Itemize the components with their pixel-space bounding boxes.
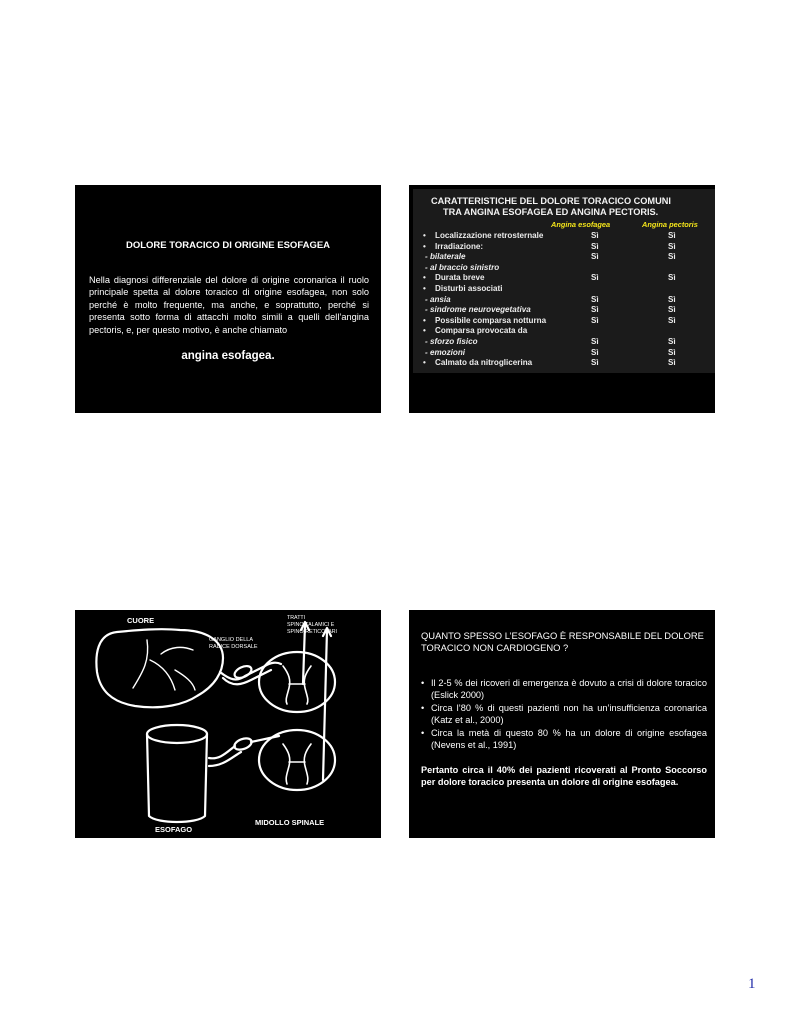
cell-angina-pectoris: Sì — [668, 252, 676, 262]
column-header-angina-esofagea: Angina esofagea — [551, 220, 611, 229]
bullet-icon: • — [423, 358, 426, 368]
bullet-icon: • — [421, 703, 425, 713]
row-label: - bilaterale — [425, 252, 466, 262]
label-cuore: CUORE — [127, 616, 155, 625]
lower-grey-matter — [283, 744, 311, 784]
cell-angina-esofagea: Sì — [591, 347, 599, 357]
bullet-icon: • — [423, 315, 426, 325]
cell-angina-pectoris: Sì — [668, 336, 676, 346]
cell-angina-pectoris: Sì — [668, 231, 676, 240]
row-label: • Localizzazione retrosternale — [423, 231, 544, 240]
cell-angina-esofagea: Sì — [591, 305, 599, 315]
cell-angina-esofagea: Sì — [591, 241, 599, 251]
table-row — [413, 348, 715, 359]
bullet-icon: • — [423, 231, 426, 240]
slide-4-conclusion: Pertanto circa il 40% dei pazienti ricoverati al Pronto Soccorso per dolore toracico presenta un dolore di origine esofagea. — [421, 765, 707, 787]
table-row — [413, 337, 715, 348]
slide-1-emphasis: angina esofagea. — [181, 350, 275, 362]
statistics-list — [421, 677, 707, 752]
table-row — [413, 326, 715, 337]
pain-pathway-diagram — [75, 610, 381, 838]
slide-2 — [409, 185, 715, 413]
comparison-table-rows — [413, 231, 715, 369]
bullet-icon: • — [423, 283, 426, 293]
label-ganglio-line-2: RADICE DORSALE — [209, 644, 258, 650]
cell-angina-pectoris: Sì — [668, 347, 676, 357]
cell-angina-pectoris: Sì — [668, 358, 676, 368]
cell-angina-pectoris: Sì — [668, 241, 676, 251]
table-row — [413, 305, 715, 316]
table-row — [413, 252, 715, 263]
heart-outline — [96, 629, 223, 707]
label-esofago: ESOFAGO — [155, 825, 193, 834]
table-row — [413, 316, 715, 327]
label-tratti-line-1: TRATTI — [287, 615, 306, 621]
cell-angina-pectoris: Sì — [668, 305, 676, 315]
label-midollo-spinale: MIDOLLO SPINALE — [255, 818, 325, 827]
upper-spinal-segment-outline — [259, 652, 335, 712]
table-row — [413, 263, 715, 274]
slide-1-body: Nella diagnosi differenziale del dolore di origine coronarica il ruolo principale spetta al dolore toracico di origine esofagea, non solo perché è molto frequente, ma anche, e soprattutto, perché si presenta sotto forma di attacchi molto simili a quelli dell’angina pectoris, e, per questo motivo, è anche chiamato — [89, 275, 369, 335]
label-ganglio-line-1: GANGLIO DELLA — [209, 637, 254, 643]
row-label: • Disturbi associati — [423, 283, 503, 293]
heart-vessels — [133, 640, 195, 690]
cell-angina-pectoris: Sì — [668, 315, 676, 325]
cell-angina-pectoris: Sì — [668, 273, 676, 283]
bullet-icon: • — [421, 728, 425, 738]
row-label: - sforzo fisico — [425, 336, 478, 346]
bullet-icon: • — [423, 326, 426, 336]
list-item: • Circa la metà di questo 80 % ha un dolore di origine esofagea (Nevens et al., 1991) — [421, 728, 707, 750]
table-row — [413, 242, 715, 253]
row-label: • Irradiazione: — [423, 241, 484, 251]
row-label: - ansia — [425, 294, 451, 304]
label-tratti-line-3: SPINO-RETICOLARI — [287, 629, 338, 635]
slide-3 — [75, 610, 381, 838]
cell-angina-esofagea: Sì — [591, 336, 599, 346]
list-item: • Il 2-5 % dei ricoveri di emergenza è dovuto a crisi di dolore toracico (Eslick 2000) — [421, 678, 707, 700]
row-label: • Calmato da nitroglicerina — [423, 358, 533, 368]
comparison-table-panel — [413, 189, 715, 373]
cell-angina-esofagea: Sì — [591, 231, 599, 240]
esophagus-top — [147, 725, 207, 743]
slide-1 — [75, 185, 381, 413]
cell-angina-pectoris: Sì — [668, 294, 676, 304]
list-item: • Circa l’80 % di questi pazienti non ha un’insufficienza coronarica (Katz et al., 2000) — [421, 703, 707, 725]
table-row — [413, 273, 715, 284]
slide-2-title — [431, 196, 671, 217]
row-label: • Comparsa provocata da — [423, 326, 528, 336]
table-row — [413, 358, 715, 369]
slide-1-title: DOLORE TORACICO DI ORIGINE ESOFAGEA — [125, 240, 331, 251]
row-label: - emozioni — [425, 347, 466, 357]
upper-grey-matter — [283, 666, 311, 704]
cell-angina-esofagea: Sì — [591, 358, 599, 368]
slide-4-title: QUANTO SPESSO L’ESOFAGO È RESPONSABILE DEL DOLORE TORACICO NON CARDIOGENO ? — [421, 630, 704, 653]
row-label: - sindrome neurovegetativa — [425, 305, 531, 315]
cell-angina-esofagea: Sì — [591, 273, 599, 283]
bullet-icon: • — [423, 241, 426, 251]
label-tratti-line-2: SPINO-TALAMICI E — [287, 622, 335, 628]
column-header-angina-pectoris: Angina pectoris — [642, 220, 698, 229]
table-row — [413, 231, 715, 242]
cell-angina-esofagea: Sì — [591, 252, 599, 262]
slide-2-title-line-2: TRA ANGINA ESOFAGEA ED ANGINA PECTORIS. — [443, 206, 659, 217]
cell-angina-esofagea: Sì — [591, 294, 599, 304]
table-row — [413, 295, 715, 306]
page-number: 1 — [748, 976, 756, 992]
slide-2-title-line-1: CARATTERISTICHE DEL DOLORE TORACICO COMUNI — [431, 196, 671, 206]
table-row — [413, 284, 715, 295]
esophagus-body — [147, 734, 207, 822]
slide-4 — [409, 610, 715, 838]
row-label: - al braccio sinistro — [425, 262, 500, 272]
upper-dorsal-ganglion — [233, 664, 254, 681]
row-label: • Durata breve — [423, 273, 485, 283]
cell-angina-esofagea: Sì — [591, 315, 599, 325]
ascending-tract-2 — [323, 630, 327, 780]
row-label: • Possibile comparsa notturna — [423, 315, 547, 325]
bullet-icon: • — [423, 273, 426, 283]
lower-dorsal-ganglion — [233, 736, 253, 752]
bullet-icon: • — [421, 678, 425, 688]
